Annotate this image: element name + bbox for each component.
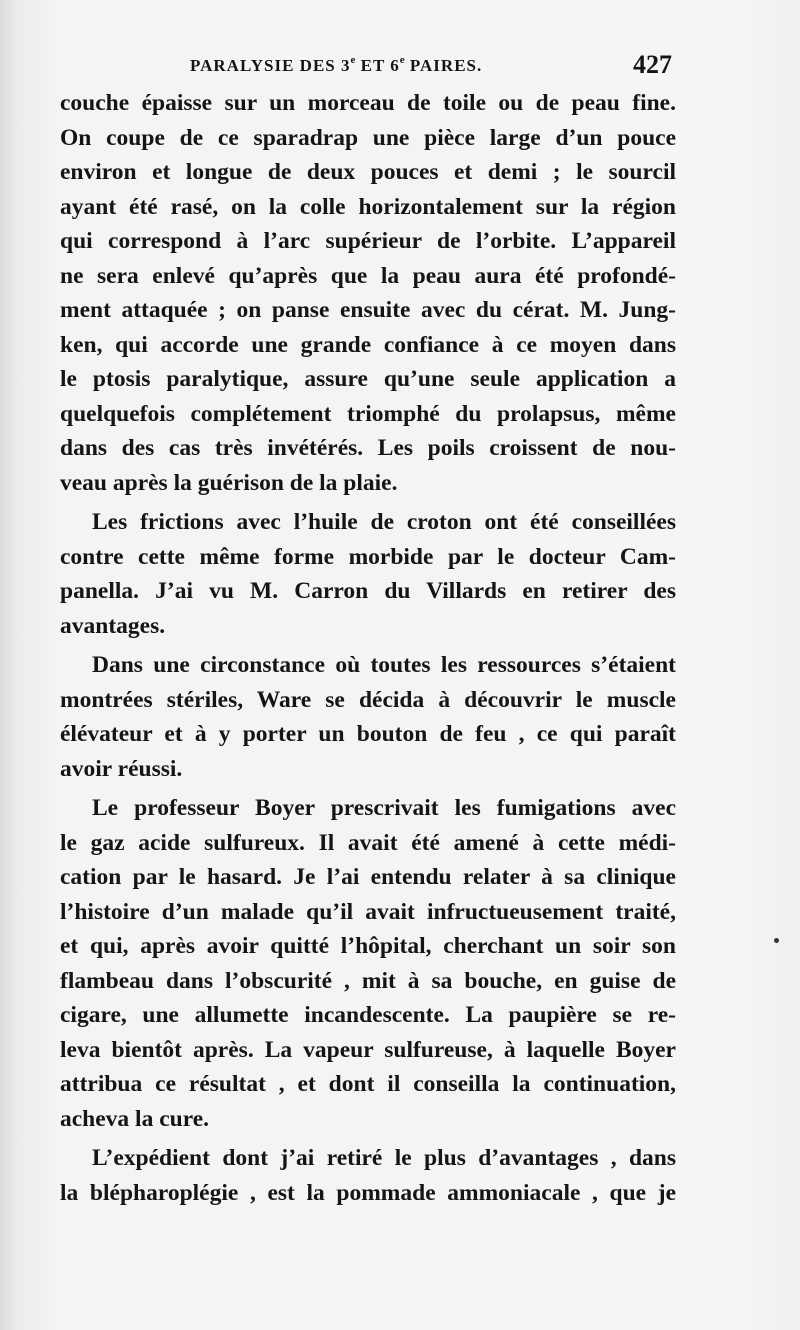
text-line: On coupe de ce sparadrap une pièce large d’un pouce	[60, 124, 676, 151]
text-line: le ptosis paralytique, assure qu’une seule application a	[60, 366, 676, 392]
running-head-middle: ET	[355, 56, 391, 75]
text-line: environ et longue de deux pouces et demi ; le sourcil	[60, 159, 676, 185]
running-head-title-suffix: PAIRES.	[404, 56, 483, 75]
text-line: contre cette même forme morbide par le docteur Cam-	[60, 543, 676, 570]
running-head-sup-1: e	[350, 54, 356, 66]
text-line: l’histoire d’un malade qu’il avait infructueusement traité,	[60, 898, 676, 925]
text-line: flambeau dans l’obscurité , mit à sa bouche, en guise de	[60, 967, 676, 994]
running-head-title-prefix: PARALYSIE DES	[190, 56, 341, 75]
text-line: Le professeur Boyer prescrivait les fumigations avec	[92, 795, 676, 821]
text-line: dans des cas très invétérés. Les poils croissent de nou-	[60, 435, 676, 461]
text-line: la blépharoplégie , est la pommade ammoniacale , que je	[60, 1179, 676, 1206]
text-line: leva bientôt après. La vapeur sulfureuse, à laquelle Boyer	[60, 1036, 676, 1063]
text-line: ment attaquée ; on panse ensuite avec du cérat. M. Jung-	[60, 297, 676, 323]
text-line: et qui, après avoir quitté l’hôpital, cherchant un soir son	[60, 933, 676, 959]
text-line: le gaz acide sulfureux. Il avait été amené à cette médi-	[60, 829, 676, 856]
text-line: qui correspond à l’arc supérieur de l’orbite. L’appareil	[60, 228, 676, 254]
text-line: élévateur et à y porter un bouton de feu , ce qui paraît	[60, 721, 676, 747]
running-head-num-3: 3	[341, 56, 351, 75]
text-line: montrées stériles, Ware se décida à découvrir le muscle	[60, 686, 676, 713]
text-line: avoir réussi.	[60, 755, 183, 782]
page-number: 427	[633, 50, 672, 79]
body-text	[60, 86, 676, 1215]
text-line: Dans une circonstance où toutes les ressources s’étaient	[92, 652, 676, 678]
paragraph-5	[60, 1141, 676, 1210]
paragraph-4	[60, 791, 676, 1136]
text-line: quelquefois complétement triomphé du prolapsus, même	[60, 400, 676, 427]
running-head	[60, 50, 672, 84]
text-line: ken, qui accorde une grande confiance à ce moyen dans	[60, 331, 676, 358]
text-line: couche épaisse sur un morceau de toile ou de peau fine.	[60, 90, 676, 116]
running-head-title	[190, 54, 482, 76]
paragraph-1	[60, 86, 676, 500]
text-line: cation par le hasard. Je l’ai entendu relater à sa clinique	[60, 864, 676, 890]
text-line: veau après la guérison de la plaie.	[60, 469, 398, 496]
text-line: Les frictions avec l’huile de croton ont été conseillées	[92, 509, 676, 535]
text-line: L’expédient dont j’ai retiré le plus d’avantages , dans	[92, 1145, 676, 1171]
text-line: cigare, une allumette incandescente. La paupière se re-	[60, 1002, 676, 1028]
ink-speck	[774, 938, 779, 943]
text-line: ne sera enlevé qu’après que la peau aura été profondé-	[60, 262, 676, 289]
text-line: panella. J’ai vu M. Carron du Villards en retirer des	[60, 578, 676, 604]
running-head-sup-2: e	[399, 54, 405, 66]
text-line: avantages.	[60, 612, 166, 639]
text-line: attribua ce résultat , et dont il conseilla la continuation,	[60, 1071, 676, 1097]
text-line: acheva la cure.	[60, 1105, 210, 1132]
paragraph-2	[60, 505, 676, 643]
paragraph-3	[60, 648, 676, 786]
text-line: ayant été rasé, on la colle horizontalement sur la région	[60, 193, 676, 220]
running-head-num-6: 6	[390, 56, 400, 75]
